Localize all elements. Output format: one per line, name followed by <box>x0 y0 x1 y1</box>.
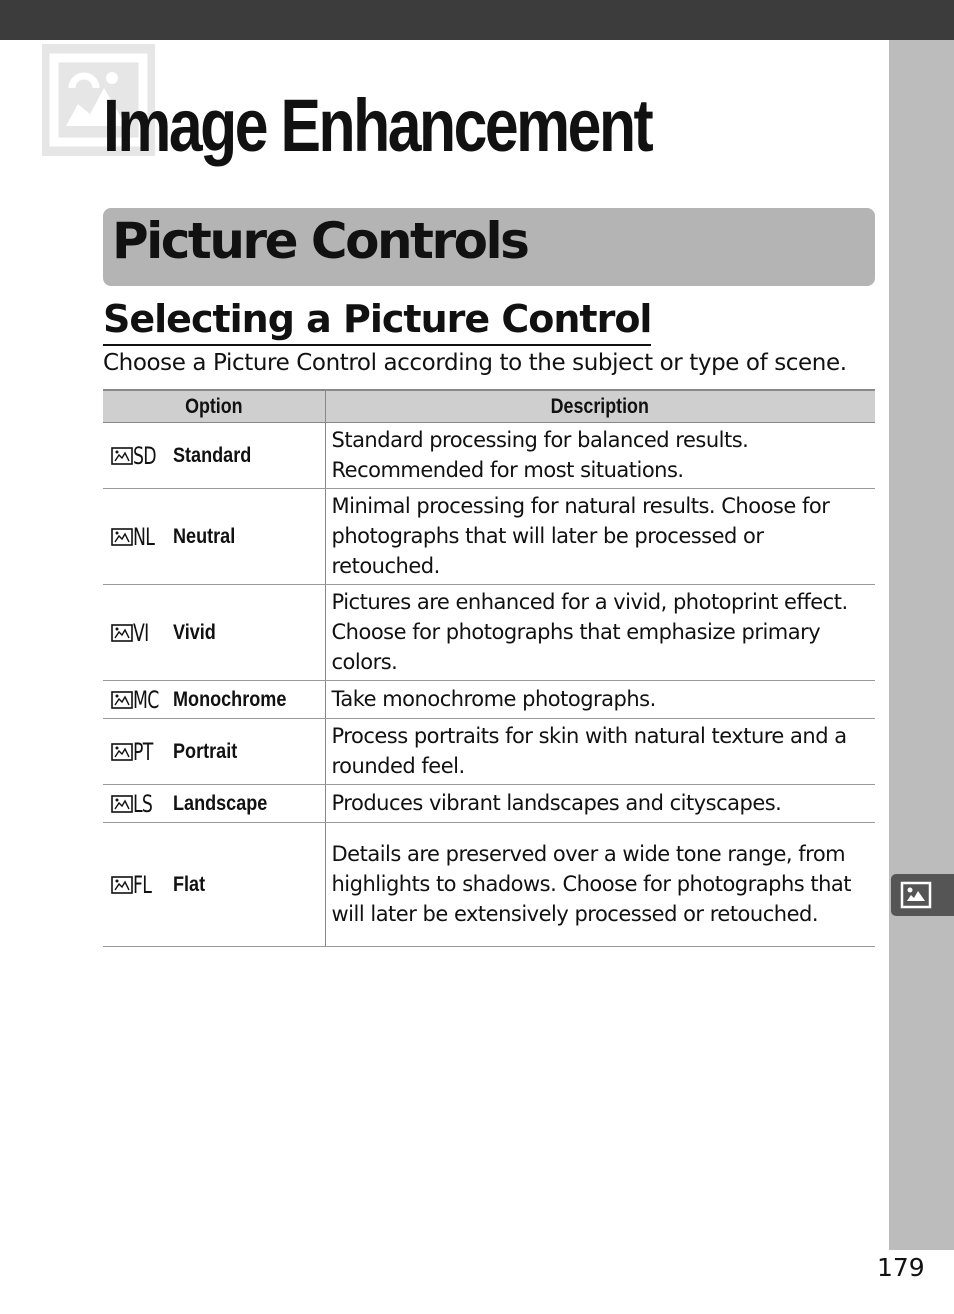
option-code: VI <box>133 618 149 647</box>
option-description: Standard processing for balanced results. Recommended for most situations. <box>331 428 749 482</box>
picture-control-icon <box>111 527 133 547</box>
picture-control-icon <box>900 881 932 909</box>
option-cell <box>103 785 325 823</box>
picture-control-icon <box>111 875 133 895</box>
column-header-option: Option <box>103 390 325 423</box>
description-cell <box>325 681 875 719</box>
option-name: Landscape <box>173 791 268 815</box>
option-code: PT <box>133 737 153 766</box>
option-name: Vivid <box>173 620 216 644</box>
top-bar <box>0 0 954 40</box>
option-cell <box>103 823 325 947</box>
page-title: Image Enhancement <box>103 84 652 167</box>
option-code: SD <box>133 441 156 470</box>
description-cell <box>325 823 875 947</box>
description-cell <box>325 423 875 489</box>
chapter-side-tab[interactable] <box>891 874 954 916</box>
option-code: LS <box>133 789 153 818</box>
option-name: Neutral <box>173 524 236 548</box>
picture-control-table <box>103 389 875 947</box>
option-description: Pictures are enhanced for a vivid, photoprint effect. Choose for photographs that emphasize primary colors. <box>331 590 848 674</box>
picture-control-icon <box>111 794 133 814</box>
side-strip <box>889 40 954 1250</box>
option-name: Flat <box>173 872 206 896</box>
description-cell <box>325 785 875 823</box>
table-row <box>103 423 875 489</box>
option-description: Details are preserved over a wide tone range, from highlights to shadows. Choose for photographs that will later be extensively processed or retouched. <box>331 842 852 926</box>
description-cell <box>325 585 875 681</box>
picture-control-icon <box>111 690 133 710</box>
picture-control-icon <box>111 742 133 762</box>
intro-text: Choose a Picture Control according to the subject or type of scene. <box>103 350 847 376</box>
subsection-title: Selecting a Picture Control <box>103 294 651 346</box>
page-number: 179 <box>877 1253 925 1282</box>
table-header-row <box>103 390 875 423</box>
table-body <box>103 423 875 947</box>
table-row <box>103 719 875 785</box>
description-cell <box>325 719 875 785</box>
option-code: NL <box>133 522 155 551</box>
section-banner <box>103 208 875 286</box>
option-name: Standard <box>173 443 252 467</box>
description-cell <box>325 489 875 585</box>
option-description: Minimal processing for natural results. Choose for photographs that will later be processed or retouched. <box>331 494 830 578</box>
option-name: Portrait <box>173 739 238 763</box>
table-row <box>103 489 875 585</box>
picture-control-icon <box>111 623 133 643</box>
option-cell <box>103 489 325 585</box>
picture-control-icon <box>111 446 133 466</box>
option-cell <box>103 423 325 489</box>
column-header-description: Description <box>325 390 875 423</box>
option-code: MC <box>133 685 159 714</box>
table-row <box>103 785 875 823</box>
option-description: Process portraits for skin with natural texture and a rounded feel. <box>331 724 847 778</box>
option-name: Monochrome <box>173 687 287 711</box>
option-cell <box>103 681 325 719</box>
table-row <box>103 585 875 681</box>
option-description: Take monochrome photographs. <box>331 687 656 711</box>
option-code: FL <box>133 870 152 899</box>
option-cell <box>103 585 325 681</box>
table-row <box>103 681 875 719</box>
option-cell <box>103 719 325 785</box>
table-row <box>103 823 875 947</box>
section-title: Picture Controls <box>112 212 528 270</box>
option-description: Produces vibrant landscapes and cityscapes. <box>331 791 782 815</box>
